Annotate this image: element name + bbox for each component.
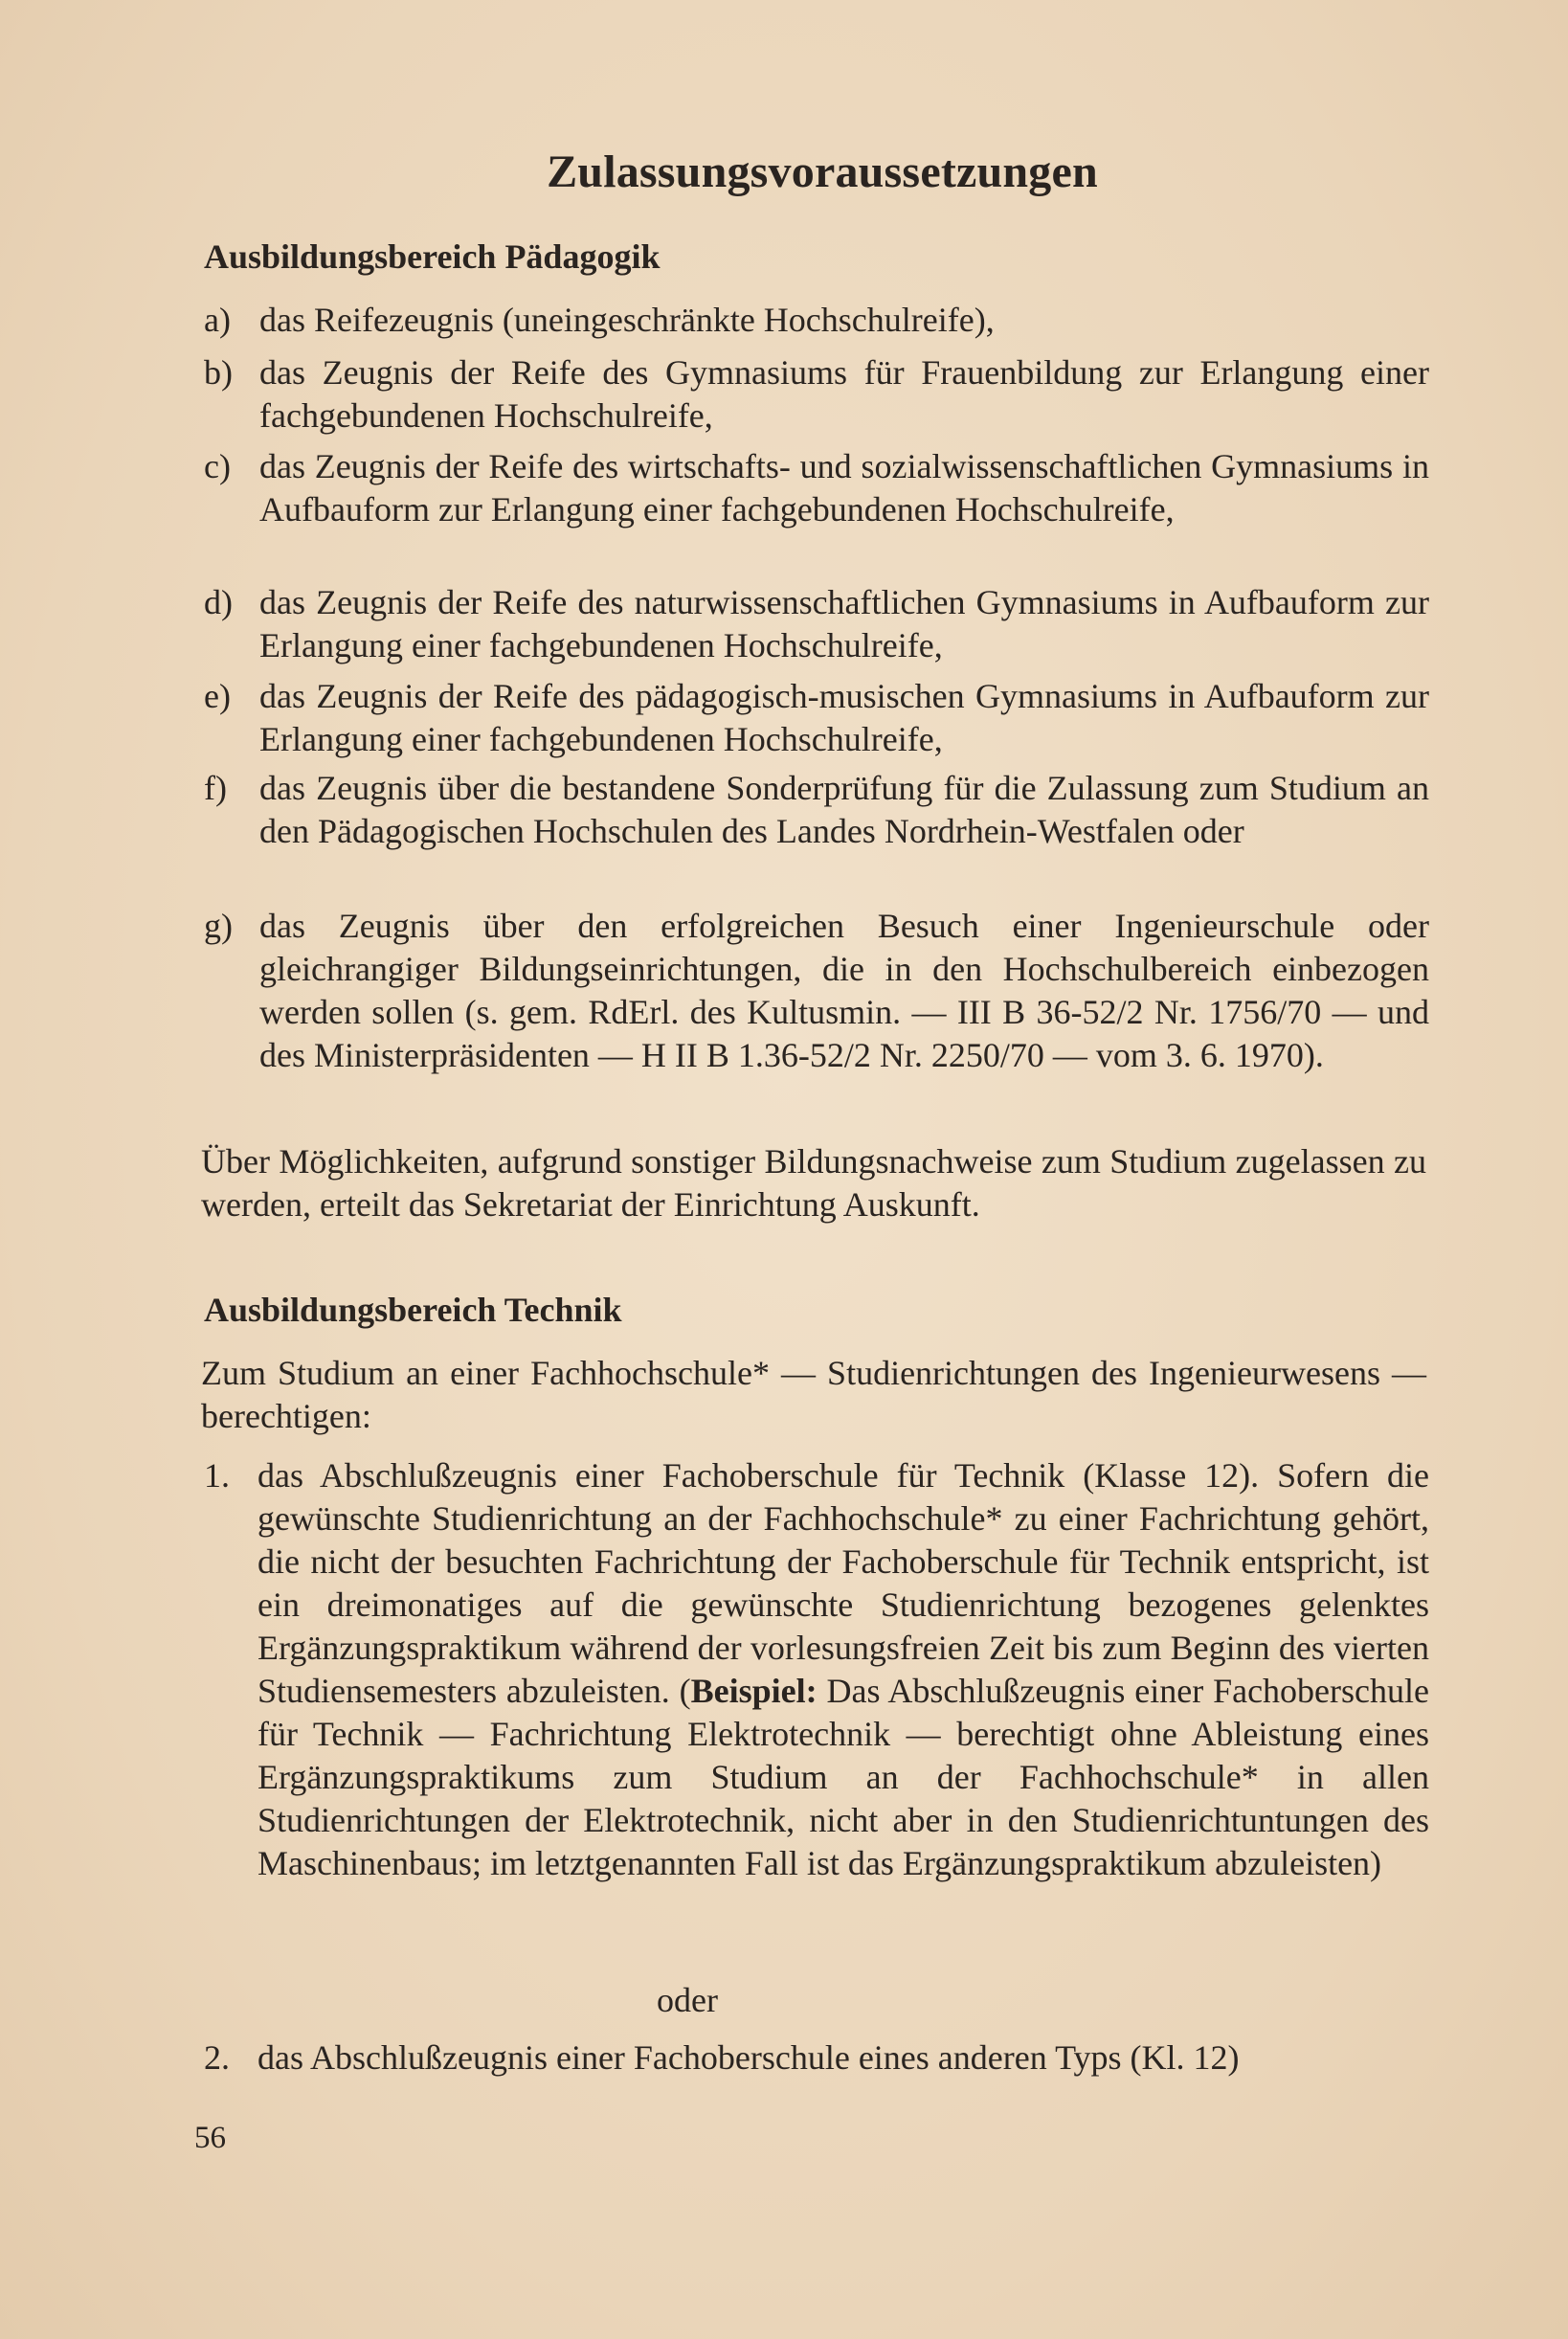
list-marker: 1. [204, 1456, 230, 1495]
list-marker: e) [204, 677, 231, 715]
page-number: 56 [194, 2121, 226, 2155]
list-item-text: das Zeugnis der Reife des pädagogisch-musischen Gymnasiums in Aufbauform zur Erlangung einer fachgebundenen Hochschulreife, [259, 677, 1429, 758]
list-item-1 [204, 1454, 1429, 1885]
list-item-text: das Reifezeugnis (uneingeschränkte Hochschulreife), [259, 301, 995, 339]
list-marker: c) [204, 447, 231, 485]
example-label: Beispiel: [690, 1672, 818, 1710]
list-item-2 [204, 2036, 1429, 2080]
list-item-e [204, 675, 1429, 761]
list-item-text: das Zeugnis der Reife des wirtschafts- und sozialwissenschaftlichen Gymnasiums in Aufbauform zur Erlangung einer fachgebundenen Hochschulreife, [259, 447, 1429, 529]
oder-separator: oder [657, 1981, 718, 2019]
list-item-g [204, 905, 1429, 1077]
list-item-text: das Zeugnis der Reife des naturwissenschaftlichen Gymnasiums in Aufbauform zur Erlangung einer fachgebundenen Hochschulreife, [259, 583, 1429, 664]
admission-note: Über Möglichkeiten, aufgrund sonstiger Bildungsnachweise zum Studium zugelassen zu werden, erteilt das Sekretariat der Einrichtung Auskunft. [201, 1142, 1426, 1224]
list-marker: 2. [204, 2038, 230, 2077]
list-item-d [204, 581, 1429, 667]
page-title: Zulassungsvoraussetzungen [547, 146, 1098, 197]
list-item-c [204, 445, 1429, 531]
list-marker: g) [204, 907, 233, 945]
list-item-text: das Zeugnis der Reife des Gymnasiums für Frauenbildung zur Erlangung einer fachgebundenen Hochschulreife, [259, 353, 1429, 435]
item1-text-before: das Abschlußzeugnis einer Fachoberschule für Technik (Klasse 12). Sofern die gewünschte Studienrichtung an der Fachhochschule* zu einer Fachrichtung gehört, die nicht der besuchten Fachrichtung der Fachoberschule für Technik entspricht, ist ein dreimonatiges auf die gewünschte Studienrichtung bezogenes gelenktes Ergänzungspraktikum während der vorlesungsfreien Zeit bis zum Beginn des vierten Studiensemesters abzuleisten. ( [258, 1456, 1429, 1710]
list-item-a [204, 299, 1429, 342]
list-item-f [204, 767, 1429, 853]
list-item-text [258, 1454, 1429, 1885]
list-marker: a) [204, 301, 231, 339]
list-marker: b) [204, 353, 233, 392]
section-heading-paedagogik: Ausbildungsbereich Pädagogik [204, 237, 661, 276]
list-item-b [204, 351, 1429, 438]
list-item-text: das Abschlußzeugnis einer Fachoberschule eines anderen Typs (Kl. 12) [258, 2038, 1240, 2077]
list-marker: f) [204, 769, 227, 807]
list-item-text: das Zeugnis über den erfolgreichen Besuch einer Ingenieurschule oder gleichrangiger Bildungseinrichtungen, die in den Hochschulbereich einbezogen werden sollen (s. gem. RdErl. des Kultusmin. — III B 36-52/2 Nr. 1756/70 — und des Ministerpräsidenten — H II B 1.36-52/2 Nr. 2250/70 — vom 3. 6. 1970). [259, 907, 1429, 1074]
section-heading-technik: Ausbildungsbereich Technik [204, 1291, 622, 1329]
item1-text-after: Das Abschlußzeugnis einer Fachoberschule für Technik — Fachrichtung Elektrotechnik — berechtigt ohne Ableistung eines Ergänzungspraktikums zum Studium an der Fachhochschule* in allen Studienrichtungen der Elektrotechnik, nicht aber in den Studienrichtuntungen des Maschinenbaus; im letztgenannten Fall ist das Ergänzungspraktikum abzuleisten) [258, 1672, 1429, 1882]
list-marker: d) [204, 583, 233, 621]
list-item-text: das Zeugnis über die bestandene Sonderprüfung für die Zulassung zum Studium an den Pädagogischen Hochschulen des Landes Nordrhein-Westfalen oder [259, 769, 1429, 850]
technik-intro: Zum Studium an einer Fachhochschule* — Studienrichtungen des Ingenieurwesens — berechtigen: [201, 1354, 1426, 1435]
